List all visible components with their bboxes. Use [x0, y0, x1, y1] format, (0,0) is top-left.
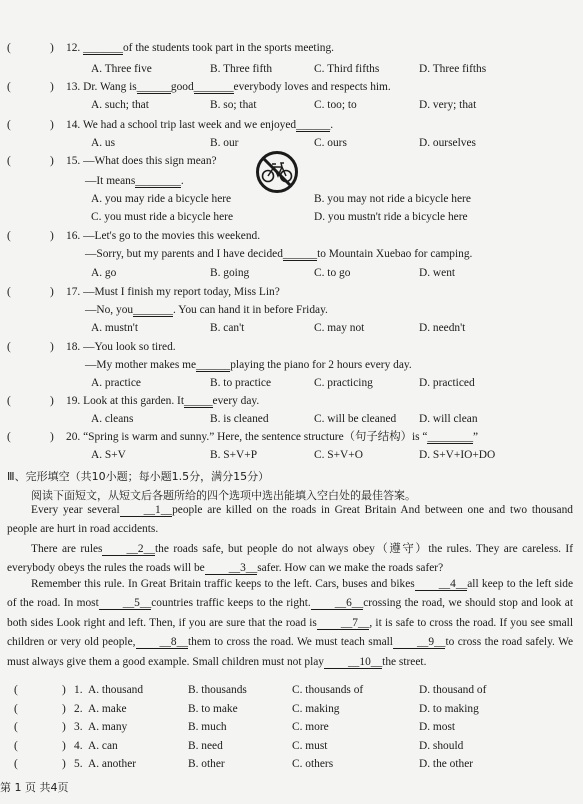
paren-close: ): [62, 721, 66, 733]
answer-blank: __3__: [205, 562, 257, 575]
stem-text: countries traffic keeps to the right.: [151, 597, 311, 610]
answer-blank: ________: [427, 431, 474, 443]
option-b[interactable]: B. so; that: [210, 99, 257, 111]
section-heading: Ⅲ、完形填空（共10小题；每小题1.5分，满分15分）: [7, 470, 270, 483]
cloze-option-d[interactable]: D. most: [419, 721, 456, 733]
stem-text: safer. How can we make the roads safer?: [257, 562, 444, 575]
question-stem: [66, 430, 478, 444]
answer-blank: _______: [133, 304, 173, 316]
cloze-number: 4.: [74, 739, 83, 752]
cloze-option-d[interactable]: D. the other: [419, 758, 474, 770]
question-stem-line2: [85, 303, 328, 317]
paren-close: ): [50, 341, 54, 353]
question-number: 16.: [66, 230, 81, 242]
section-instruction: 阅读下面短文，从短文后各题所给的四个选项中选出能填入空白处的最佳答案。: [31, 489, 416, 502]
answer-blank: __6__: [311, 597, 363, 610]
option-a[interactable]: A. you may ride a bicycle here: [91, 193, 232, 205]
cloze-option-c[interactable]: C. making: [292, 702, 340, 715]
answer-blank: __4__: [415, 578, 467, 591]
stem-text: . You can hand it in before Friday.: [172, 304, 328, 316]
option-a[interactable]: A. mustn't: [91, 322, 138, 334]
paren-open: (: [7, 230, 11, 242]
stem-text: people are killed on the roads in Great Britain And between one and two thousand people are hurt in road accidents.: [7, 504, 573, 536]
question-stem: [66, 229, 260, 243]
option-b[interactable]: B. going: [210, 267, 250, 279]
option-c[interactable]: C. practicing: [314, 377, 373, 389]
no-bicycle-sign-icon: [255, 150, 299, 194]
stem-text: to cross the road safely. We must always give them a good example. Small children must not play: [7, 636, 573, 668]
stem-text: —Must I finish my report today, Miss Lin?: [83, 286, 280, 298]
option-c[interactable]: C. to go: [314, 267, 351, 279]
answer-blank: ______: [136, 81, 171, 93]
stem-text: Dr. Wang is: [83, 81, 137, 93]
stem-text: .: [330, 119, 334, 131]
question-stem-line2: [85, 174, 184, 188]
question-number: 14.: [66, 119, 81, 131]
answer-blank: ________: [135, 175, 181, 187]
stem-text: There are rules: [31, 543, 103, 555]
paren-close: ): [50, 431, 54, 443]
option-b[interactable]: B. S+V+P: [210, 449, 258, 461]
option-d[interactable]: D. practiced: [419, 377, 475, 389]
question-stem: [66, 41, 334, 55]
option-c[interactable]: C. you must ride a bicycle here: [91, 211, 234, 223]
stem-text: every day.: [212, 395, 260, 407]
stem-text: the roads safe, but people do not always obey（遵守）the rules. They are careless. If everybody obeys the rules the roads will be: [7, 543, 573, 575]
stem-text: crossing the road, we should stop and look at both sides Look right and left. Then, if you are sure that the road is: [7, 597, 573, 629]
stem-text: good: [170, 81, 194, 93]
cloze-option-a[interactable]: A. many: [88, 721, 128, 733]
cloze-option-b[interactable]: B. thousands: [188, 684, 247, 696]
paren-open: (: [14, 702, 18, 715]
answer-blank: __5__: [99, 597, 151, 610]
stem-text: .: [180, 175, 184, 187]
question-number: 19.: [66, 395, 81, 407]
answer-blank: __7__: [317, 617, 369, 630]
paren-close: ): [62, 758, 66, 770]
answer-blank: _______: [83, 42, 123, 54]
option-c[interactable]: C. may not: [314, 322, 365, 334]
paren-close: ): [50, 42, 54, 54]
option-b[interactable]: B. our: [210, 137, 239, 149]
question-stem: [66, 154, 217, 168]
stem-text: Remember this rule. In Great Britain traffic keeps to the left. Cars, buses and bikes: [31, 578, 415, 590]
question-number: 18.: [66, 341, 81, 353]
question-number: 13.: [66, 81, 81, 93]
answer-blank: __2__: [102, 543, 154, 556]
stem-text: to Mountain Xuebao for camping.: [317, 248, 473, 260]
answer-blank: ______: [296, 119, 331, 131]
cloze-paragraph-3: [7, 575, 573, 672]
option-a[interactable]: A. Three five: [91, 63, 152, 75]
cloze-number: 3.: [74, 721, 83, 733]
question-stem: [66, 340, 176, 354]
option-d[interactable]: D. ourselves: [419, 137, 476, 149]
cloze-option-a[interactable]: A. another: [88, 758, 137, 770]
answer-blank: _____: [184, 395, 213, 407]
option-a[interactable]: A. us: [91, 137, 116, 149]
paren-open: (: [7, 431, 11, 443]
option-a[interactable]: A. such; that: [91, 99, 149, 111]
question-stem: [66, 394, 259, 408]
paren-open: (: [7, 81, 11, 93]
stem-text: them to cross the road. We must teach small: [188, 636, 393, 649]
cloze-option-a[interactable]: A. make: [88, 702, 127, 715]
paren-close: ): [50, 119, 54, 131]
answer-blank: ______: [282, 248, 318, 260]
question-stem: [66, 118, 333, 132]
stem-text: —No, you: [85, 304, 134, 316]
question-stem: [66, 285, 280, 299]
option-b[interactable]: B. Three fifth: [210, 63, 273, 75]
paren-open: (: [7, 395, 11, 407]
stem-text: —You look so tired.: [83, 341, 176, 353]
paren-close: ): [50, 286, 54, 298]
stem-text: “Spring is warm and sunny.” Here, the sentence structure（句子结构）is “: [83, 431, 428, 443]
answer-blank: ______: [196, 359, 231, 371]
cloze-option-d[interactable]: D. should: [419, 739, 464, 752]
stem-text: the street.: [382, 655, 427, 668]
option-d[interactable]: D. very; that: [419, 99, 477, 111]
stem-text: all keep to the left side of the road. In most: [7, 578, 573, 610]
option-d[interactable]: D. went: [419, 267, 456, 279]
option-d[interactable]: D. you mustn't ride a bicycle here: [314, 211, 468, 223]
option-a[interactable]: A. go: [91, 267, 117, 279]
stem-text: of the students took part in the sports meeting.: [122, 42, 334, 54]
stem-text: —My mother makes me: [85, 359, 197, 371]
option-b[interactable]: B. you may not ride a bicycle here: [314, 193, 471, 205]
option-d[interactable]: D. needn't: [419, 322, 466, 334]
option-c[interactable]: C. too; to: [314, 99, 357, 111]
cloze-option-b[interactable]: B. to make: [188, 702, 238, 715]
option-d[interactable]: D. S+V+IO+DO: [419, 449, 496, 461]
paren-open: (: [7, 155, 11, 167]
stem-text: —It means: [85, 175, 136, 187]
stem-text: playing the piano for 2 hours every day.: [230, 359, 412, 371]
cloze-paragraph-2: [7, 540, 573, 579]
option-a[interactable]: A. cleans: [91, 413, 134, 425]
paren-open: (: [7, 42, 11, 54]
cloze-option-d[interactable]: D. thousand of: [419, 684, 487, 696]
paren-open: (: [14, 758, 18, 770]
cloze-number: 2.: [74, 702, 83, 715]
cloze-option-c[interactable]: C. more: [292, 721, 329, 733]
question-number: 20.: [66, 431, 81, 443]
paren-open: (: [14, 739, 18, 752]
option-d[interactable]: D. will clean: [419, 413, 478, 425]
option-b[interactable]: B. is cleaned: [210, 413, 269, 425]
cloze-option-a[interactable]: A. can: [88, 739, 118, 752]
question-stem: [66, 80, 391, 94]
option-c[interactable]: C. ours: [314, 137, 347, 149]
paren-close: ): [50, 395, 54, 407]
question-stem-line2: [85, 247, 472, 261]
cloze-option-c[interactable]: C. others: [292, 758, 334, 770]
page-footer: 第 1 页 共4页: [0, 781, 69, 794]
paren-close: ): [62, 684, 66, 696]
paren-close: ): [62, 739, 66, 752]
paren-open: (: [14, 721, 18, 733]
cloze-option-b[interactable]: B. other: [188, 758, 225, 770]
answer-blank: __10__: [324, 656, 382, 669]
option-d[interactable]: D. Three fifths: [419, 63, 487, 75]
answer-blank: __8__: [136, 636, 188, 649]
option-c[interactable]: C. S+V+O: [314, 449, 363, 461]
cloze-paragraph-1: [7, 501, 573, 540]
question-stem-line2: [85, 358, 412, 372]
stem-text: Every year several: [31, 504, 120, 516]
question-number: 15.: [66, 155, 81, 167]
question-number: 12.: [66, 42, 81, 54]
paren-open: (: [14, 684, 18, 696]
paren-close: ): [50, 230, 54, 242]
paren-open: (: [7, 119, 11, 131]
cloze-option-b[interactable]: B. much: [188, 721, 227, 733]
option-c[interactable]: C. Third fifths: [314, 63, 380, 75]
cloze-option-c[interactable]: C. must: [292, 739, 328, 752]
stem-text: —What does this sign mean?: [83, 155, 217, 167]
option-b[interactable]: B. to practice: [210, 377, 272, 389]
cloze-option-a[interactable]: A. thousand: [88, 684, 144, 696]
cloze-option-d[interactable]: D. to making: [419, 702, 479, 715]
option-a[interactable]: A. practice: [91, 377, 141, 389]
cloze-option-b[interactable]: B. need: [188, 739, 223, 752]
option-a[interactable]: A. S+V: [91, 449, 126, 461]
answer-blank: __1__: [120, 504, 172, 517]
option-b[interactable]: B. can't: [210, 322, 245, 334]
paren-open: (: [7, 286, 11, 298]
cloze-number: 1.: [74, 684, 83, 696]
stem-text: ”: [473, 431, 479, 443]
cloze-option-c[interactable]: C. thousands of: [292, 684, 364, 696]
stem-text: We had a school trip last week and we enjoyed: [82, 119, 297, 131]
stem-text: Look at this garden. It: [83, 395, 185, 407]
stem-text: —Let's go to the movies this weekend.: [83, 230, 261, 242]
paren-close: ): [50, 81, 54, 93]
answer-blank: _______: [193, 81, 234, 93]
stem-text: , it is safe to cross the road. If you see small children or very old people,: [7, 616, 573, 649]
question-number: 17.: [66, 286, 81, 298]
answer-blank: __9__: [393, 636, 445, 649]
paren-close: ): [50, 155, 54, 167]
cloze-number: 5.: [74, 758, 83, 770]
stem-text: —Sorry, but my parents and I have decided: [85, 248, 283, 260]
stem-text: everybody loves and respects him.: [233, 81, 391, 93]
paren-open: (: [7, 341, 11, 353]
option-c[interactable]: C. will be cleaned: [314, 413, 397, 425]
paren-close: ): [62, 702, 66, 715]
